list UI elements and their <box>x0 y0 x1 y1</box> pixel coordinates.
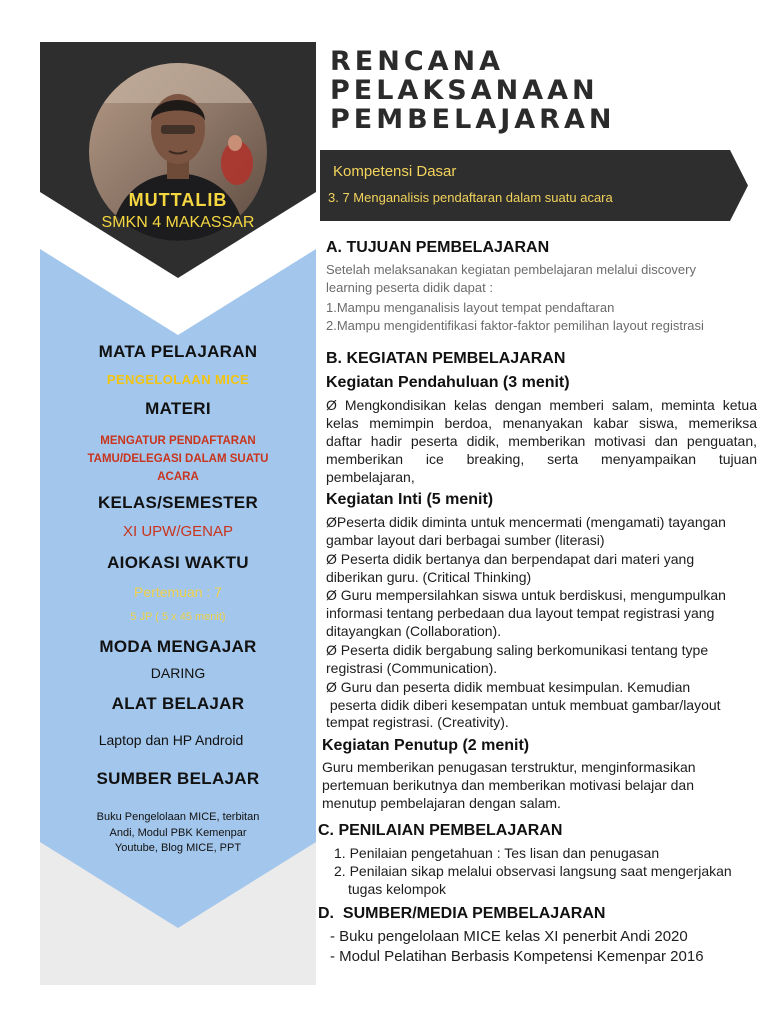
learning-sources-label: SUMBER BELAJAR <box>96 769 260 788</box>
title-line: PELAKSANAAN <box>330 75 599 106</box>
time-allocation-label: AIOKASI WAKTU <box>107 553 249 572</box>
core-activity-line: registrasi (Communication). <box>326 660 498 676</box>
material-line: ACARA <box>157 471 199 483</box>
learning-tools-value: Laptop dan HP Android <box>98 732 244 748</box>
lesson-hours: 5 JP ( 5 x 45 menit) <box>130 611 226 623</box>
core-activity-line: diberikan guru. (Critical Thinking) <box>326 569 532 585</box>
assessment-item: 2. Penilaian sikap melalui observasi langsung saat mengerjakan <box>334 863 732 879</box>
material-line: MENGATUR PENDAFTARAN <box>100 435 256 447</box>
section-a-line: Setelah melaksanakan kegiatan pembelajaran melalui discovery <box>326 262 696 277</box>
assessment-item: tugas kelompok <box>348 881 447 897</box>
learning-source-line: Youtube, Blog MICE, PPT <box>114 842 242 854</box>
competency-label: Kompetensi Dasar <box>333 163 457 180</box>
intro-activity-line: Ø Mengkondisikan kelas dengan memberi salam, meminta ketua <box>326 397 757 413</box>
closing-activity-heading: Kegiatan Penutup (2 menit) <box>322 737 530 754</box>
intro-activity-heading: Kegiatan Pendahuluan (3 menit) <box>326 374 570 391</box>
material-label: MATERI <box>145 399 211 418</box>
core-activity-line: Ø Peserta didik bertanya dan berpendapat dari materi yang <box>326 551 695 567</box>
intro-activity-line: daftar hadir peserta didik, memberikan motivasi dan penguatan, <box>326 433 757 449</box>
section-c-heading: C. PENILAIAN PEMBELAJARAN <box>318 822 563 839</box>
subject-value: PENGELOLAAN MICE <box>106 372 250 387</box>
class-label: KELAS/SEMESTER <box>97 493 259 512</box>
intro-activity-line: pembelajaran, <box>326 469 415 485</box>
media-source-item: - Buku pengelolaan MICE kelas XI penerbit Andi 2020 <box>330 928 688 945</box>
competency-text: 3. 7 Menganalisis pendaftaran dalam suatu acara <box>328 190 613 205</box>
class-value: XI UPW/GENAP <box>122 523 234 540</box>
core-activity-line: tempat registrasi. (Creativity). <box>326 714 509 730</box>
core-activity-line: informasi tentang perbedaan dua layout tempat registrasi yang <box>326 605 715 621</box>
core-activity-line: ØPeserta didik diminta untuk mencermati (mengamati) tayangan <box>326 514 726 530</box>
core-activity-heading: Kegiatan Inti (5 menit) <box>326 491 494 508</box>
learning-tools-label: ALAT BELAJAR <box>111 694 245 713</box>
learning-source-line: Buku Pengelolaan MICE, terbitan <box>96 811 260 823</box>
section-a-heading: A. TUJUAN PEMBELAJARAN <box>326 239 550 256</box>
intro-activity-line: kelas memimpin berdoa, menanyakan kabar siswa, memeriksa <box>326 415 757 431</box>
page-title <box>330 47 615 134</box>
section-b-heading: B. KEGIATAN PEMBELAJARAN <box>326 350 566 367</box>
core-activity-line: ditayangkan (Collaboration). <box>326 623 502 639</box>
assessment-item: 1. Penilaian pengetahuan : Tes lisan dan penugasan <box>334 845 660 861</box>
closing-activity-line: Guru memberikan penugasan terstruktur, menginformasikan <box>322 759 696 775</box>
title-line: RENCANA <box>330 46 505 77</box>
core-activity-line: gambar layout dari berbagai sumber (literasi) <box>326 532 605 548</box>
teaching-mode-label: MODA MENGAJAR <box>99 637 257 656</box>
teacher-name: MUTTALIB <box>128 190 228 210</box>
core-activity-line: Ø Guru mempersilahkan siswa untuk berdiskusi, mengumpulkan <box>326 587 726 603</box>
section-d-heading: D. SUMBER/MEDIA PEMBELAJARAN <box>318 905 606 922</box>
intro-activity-line: memberikan ice breaking, serta menyampaikan tujuan <box>326 451 757 467</box>
title-line: PEMBELAJARAN <box>330 104 616 135</box>
media-source-item: - Modul Pelatihan Berbasis Kompetensi Kemenpar 2016 <box>330 948 704 965</box>
core-activity-line: Ø Peserta didik bergabung saling berkomunikasi tentang type <box>326 642 709 658</box>
subject-label: MATA PELAJARAN <box>98 342 258 361</box>
teaching-mode-value: DARING <box>150 665 206 681</box>
learning-source-line: Andi, Modul PBK Kemenpar <box>109 826 247 839</box>
section-a-line: 2.Mampu mengidentifikasi faktor-faktor pemilihan layout registrasi <box>326 318 704 333</box>
competency-banner <box>320 150 750 221</box>
section-a-line: learning peserta didik dapat : <box>326 280 493 295</box>
core-activity-line: Ø Guru dan peserta didik membuat kesimpulan. Kemudian <box>326 679 691 695</box>
material-line: TAMU/DELEGASI DALAM SUATU <box>87 453 269 465</box>
closing-activity-line: pertemuan berikutnya dan memberikan motivasi belajar dan <box>322 777 694 793</box>
core-activity-line: peserta didik diberi kesempatan untuk membuat gambar/layout <box>326 697 721 713</box>
closing-activity-line: menutup pembelajaran dengan salam. <box>322 795 561 811</box>
school-name: SMKN 4 MAKASSAR <box>101 214 255 231</box>
section-a-line: 1.Mampu menganalisis layout tempat pendaftaran <box>326 300 615 315</box>
meeting-number: Pertemuan : 7 <box>134 584 222 600</box>
